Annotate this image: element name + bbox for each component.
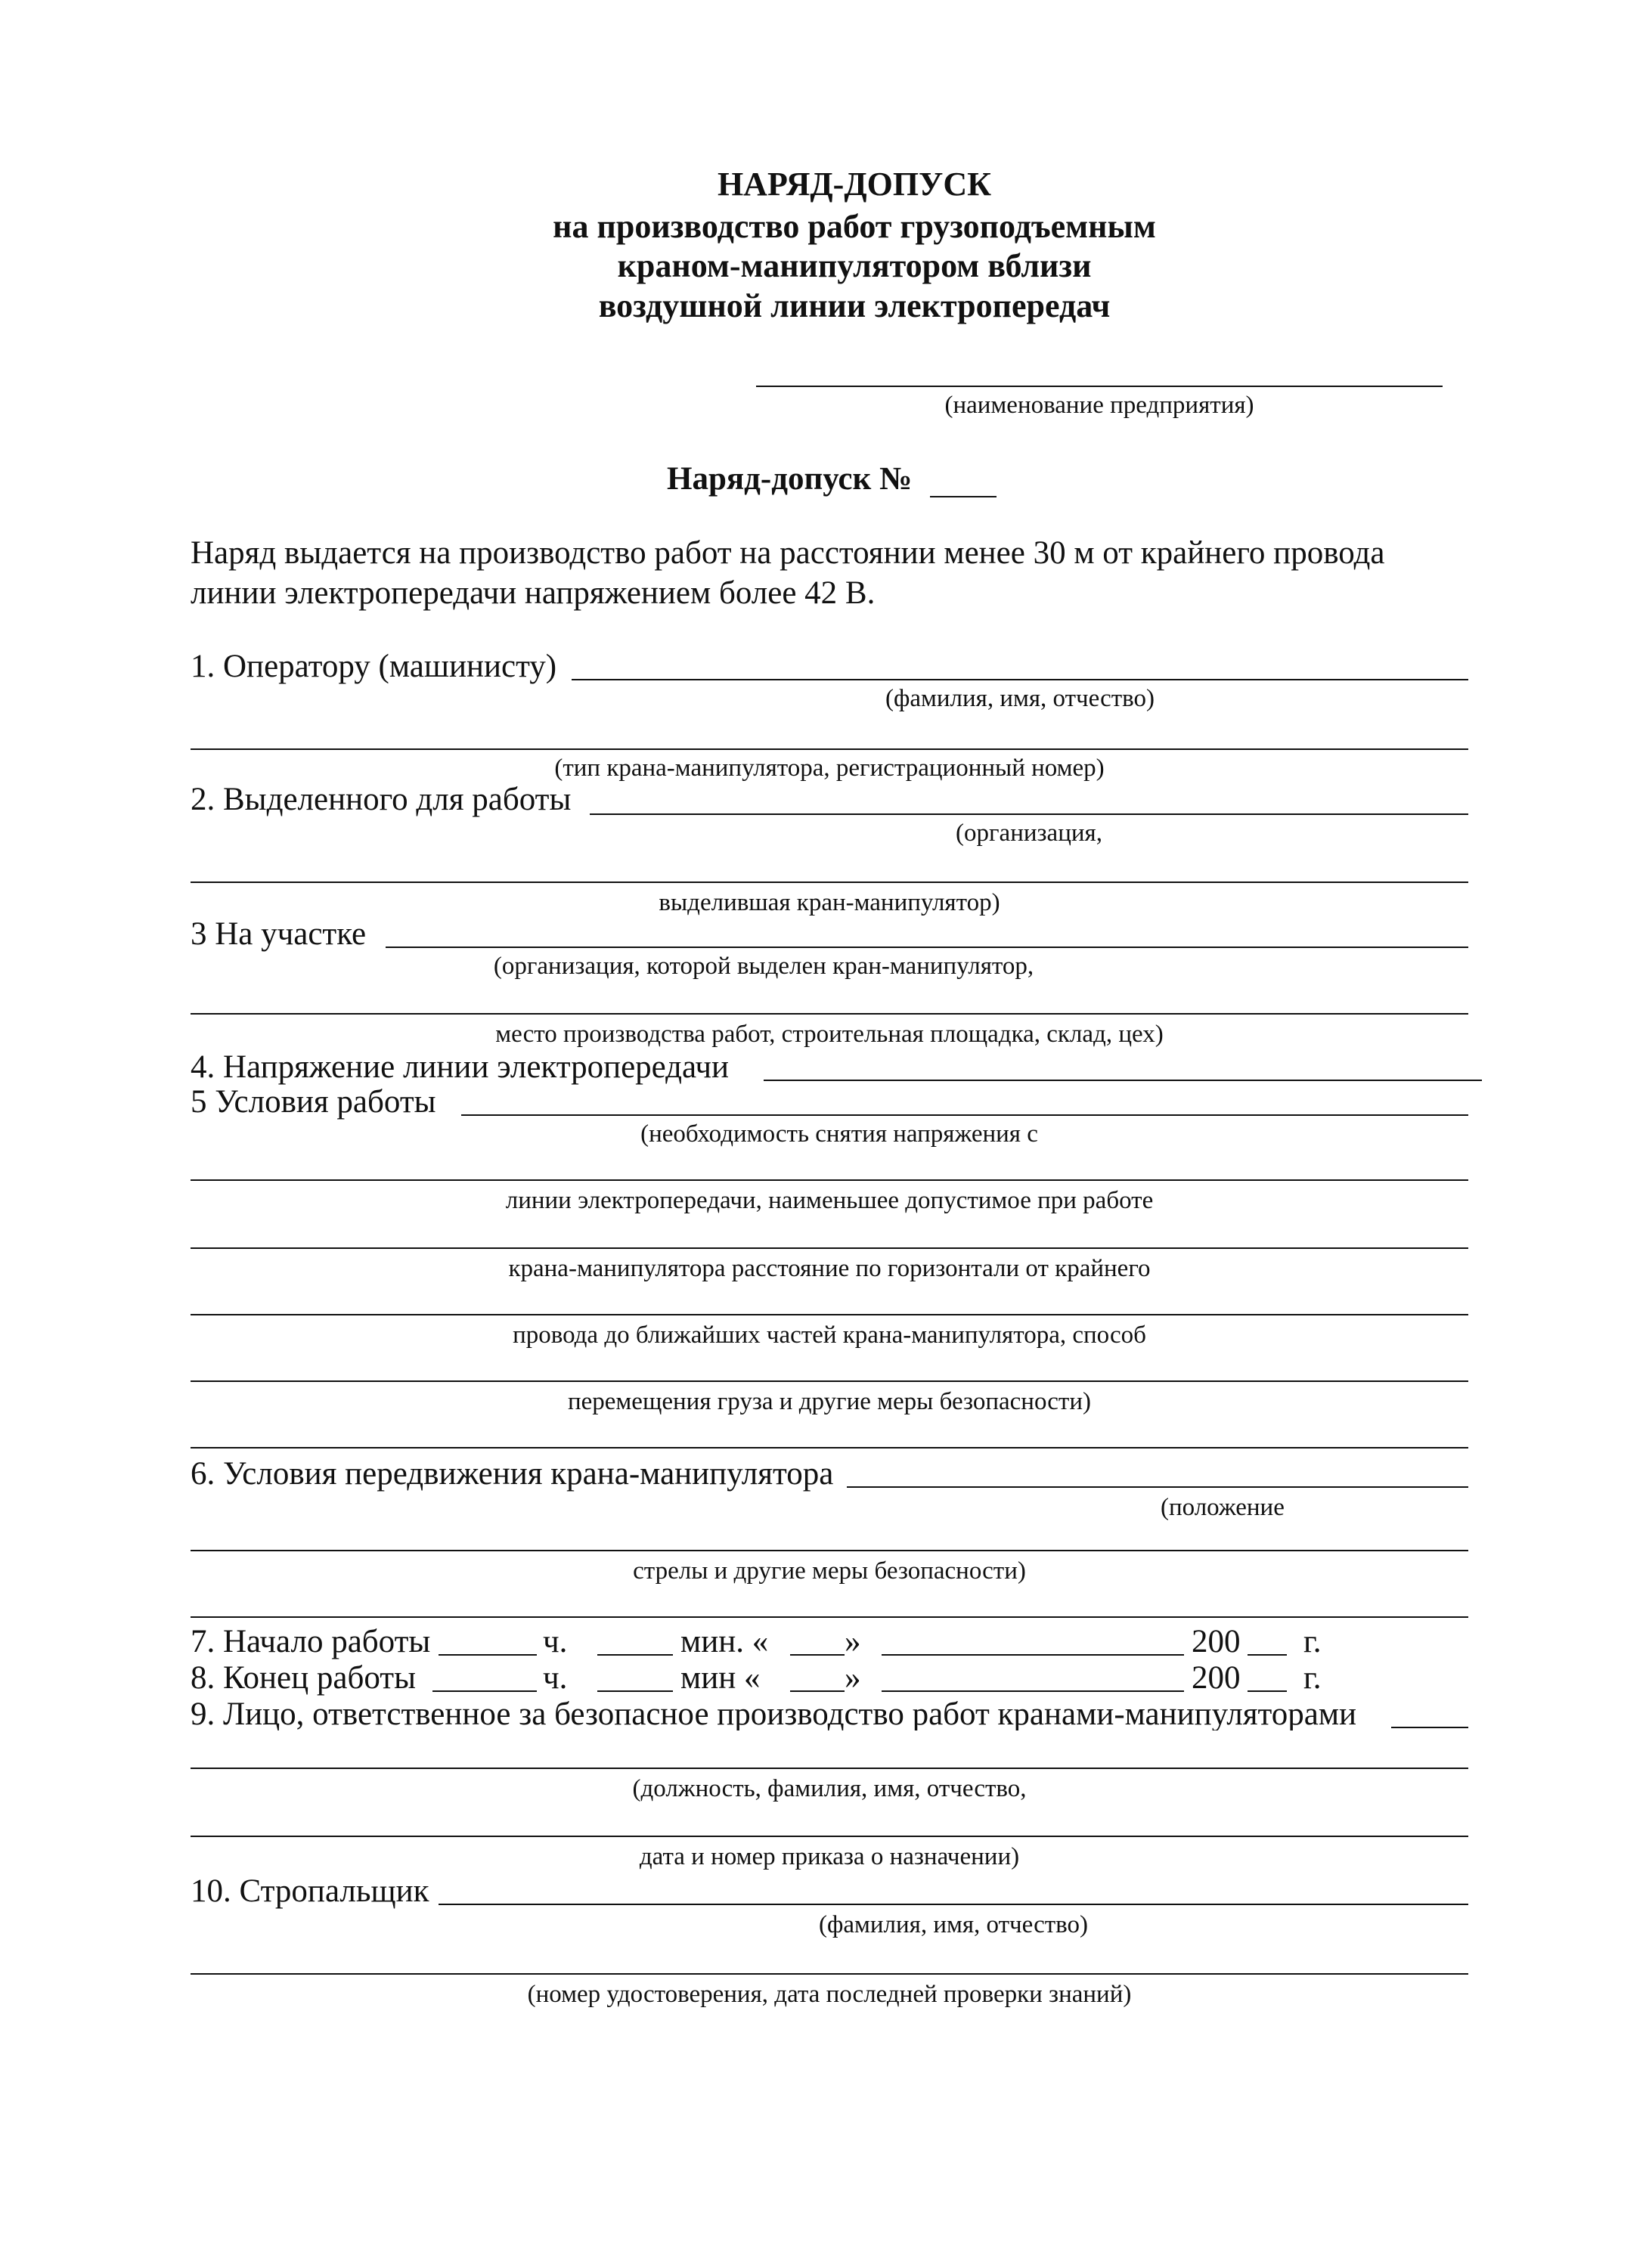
movement-conditions-line-2[interactable]	[191, 1550, 1468, 1551]
start-day-field[interactable]	[790, 1654, 845, 1656]
item-2-caption-a: (организация,	[956, 820, 1102, 847]
document-title: НАРЯД-ДОПУСК	[717, 166, 992, 203]
end-hours-field[interactable]	[432, 1690, 537, 1692]
item-6-caption-a: (положение	[1161, 1494, 1285, 1521]
item-1-caption-b: (тип крана-манипулятора, регистрационный номер)	[554, 754, 1105, 782]
permit-number-label: Наряд-допуск №	[667, 461, 913, 497]
movement-conditions-line[interactable]	[847, 1486, 1468, 1488]
item-7-g-label: г.	[1303, 1624, 1322, 1659]
item-5-label: 5 Условия работы	[191, 1084, 436, 1120]
start-year-field[interactable]	[1248, 1654, 1287, 1656]
intro-line-1: Наряд выдается на производство работ на расстоянии менее 30 м от крайнего провода	[191, 535, 1385, 571]
item-1-caption-a: (фамилия, имя, отчество)	[885, 685, 1155, 712]
document-subtitle-line-1: на производство работ грузоподъемным	[553, 208, 1156, 245]
item-5-caption-e: перемещения груза и другие меры безопасности)	[567, 1388, 1092, 1415]
work-conditions-line[interactable]	[461, 1114, 1468, 1116]
responsible-person-line-2[interactable]	[191, 1836, 1468, 1837]
item-8-year-label: 200	[1192, 1660, 1241, 1696]
responsible-person-field[interactable]	[1391, 1727, 1468, 1728]
end-minutes-field[interactable]	[597, 1690, 673, 1692]
item-3-caption-a: (организация, которой выделен кран-манипулятор,	[493, 953, 1034, 980]
crane-type-line[interactable]	[191, 748, 1468, 750]
item-7-min-label: мин. «	[680, 1624, 769, 1659]
organization-line-2[interactable]	[191, 881, 1468, 883]
item-6-caption-b: стрелы и другие меры безопасности)	[633, 1557, 1026, 1585]
movement-conditions-line-3[interactable]	[191, 1616, 1468, 1618]
site-line[interactable]	[386, 947, 1468, 948]
voltage-line[interactable]	[764, 1080, 1482, 1081]
intro-line-2: линии электропередачи напряжением более 42 В.	[191, 575, 876, 611]
end-month-field[interactable]	[882, 1690, 1184, 1692]
permit-number-line[interactable]	[930, 496, 997, 497]
item-1-label: 1. Оператору (машинисту)	[191, 649, 557, 684]
item-8-label: 8. Конец работы	[191, 1660, 416, 1696]
slinger-name-line[interactable]	[439, 1904, 1468, 1905]
item-9-caption-a: (должность, фамилия, имя, отчество,	[632, 1775, 1027, 1802]
enterprise-name-caption: (наименование предприятия)	[944, 392, 1254, 419]
work-conditions-line-6[interactable]	[191, 1447, 1468, 1448]
document-subtitle-line-2: краном-манипулятором вблизи	[617, 247, 1092, 284]
item-8-g-label: г.	[1303, 1660, 1322, 1696]
document-subtitle-line-3: воздушной линии электропередач	[598, 287, 1111, 324]
item-3-caption-b: место производства работ, строительная площадка, склад, цех)	[495, 1021, 1164, 1048]
item-5-caption-d: провода до ближайших частей крана-манипулятора, способ	[513, 1321, 1146, 1349]
work-conditions-line-5[interactable]	[191, 1380, 1468, 1382]
responsible-person-line[interactable]	[191, 1768, 1468, 1769]
item-7-hours-label: ч.	[543, 1624, 568, 1659]
item-3-label: 3 На участке	[191, 916, 367, 952]
start-hours-field[interactable]	[439, 1654, 537, 1656]
enterprise-name-line[interactable]	[756, 386, 1443, 387]
item-5-caption-b: линии электропередачи, наименьшее допустимое при работе	[505, 1187, 1154, 1214]
site-line-2[interactable]	[191, 1013, 1468, 1015]
item-7-year-label: 200	[1192, 1624, 1241, 1659]
item-8-quote: »	[845, 1660, 861, 1696]
slinger-certificate-line[interactable]	[191, 1973, 1468, 1975]
work-conditions-line-3[interactable]	[191, 1247, 1468, 1249]
item-9-caption-b: дата и номер приказа о назначении)	[639, 1843, 1020, 1870]
item-7-label: 7. Начало работы	[191, 1624, 431, 1659]
item-10-caption-a: (фамилия, имя, отчество)	[818, 1911, 1089, 1938]
end-year-field[interactable]	[1248, 1690, 1287, 1692]
operator-name-line[interactable]	[572, 679, 1468, 680]
item-9-label: 9. Лицо, ответственное за безопасное производство работ кранами-манипуляторами	[191, 1698, 1357, 1730]
item-2-label: 2. Выделенного для работы	[191, 782, 572, 817]
organization-line[interactable]	[590, 813, 1468, 815]
start-month-field[interactable]	[882, 1654, 1184, 1656]
end-day-field[interactable]	[790, 1690, 845, 1692]
item-5-caption-a: (необходимость снятия напряжения с	[640, 1120, 1038, 1148]
start-minutes-field[interactable]	[597, 1654, 673, 1656]
item-2-caption-b: выделившая кран-манипулятор)	[659, 889, 1000, 916]
item-4-label: 4. Напряжение линии электропередачи	[191, 1049, 730, 1085]
item-6-label: 6. Условия передвижения крана-манипулятора	[191, 1456, 834, 1492]
work-conditions-line-2[interactable]	[191, 1179, 1468, 1181]
item-8-hours-label: ч.	[543, 1660, 568, 1696]
item-7-quote: »	[845, 1624, 861, 1659]
item-5-caption-c: крана-манипулятора расстояние по горизонтали от крайнего	[508, 1255, 1151, 1282]
item-8-min-label: мин «	[680, 1660, 761, 1696]
item-10-label: 10. Стропальщик	[191, 1873, 429, 1909]
item-10-caption-b: (номер удостоверения, дата последней проверки знаний)	[527, 1981, 1132, 2008]
work-conditions-line-4[interactable]	[191, 1314, 1468, 1315]
